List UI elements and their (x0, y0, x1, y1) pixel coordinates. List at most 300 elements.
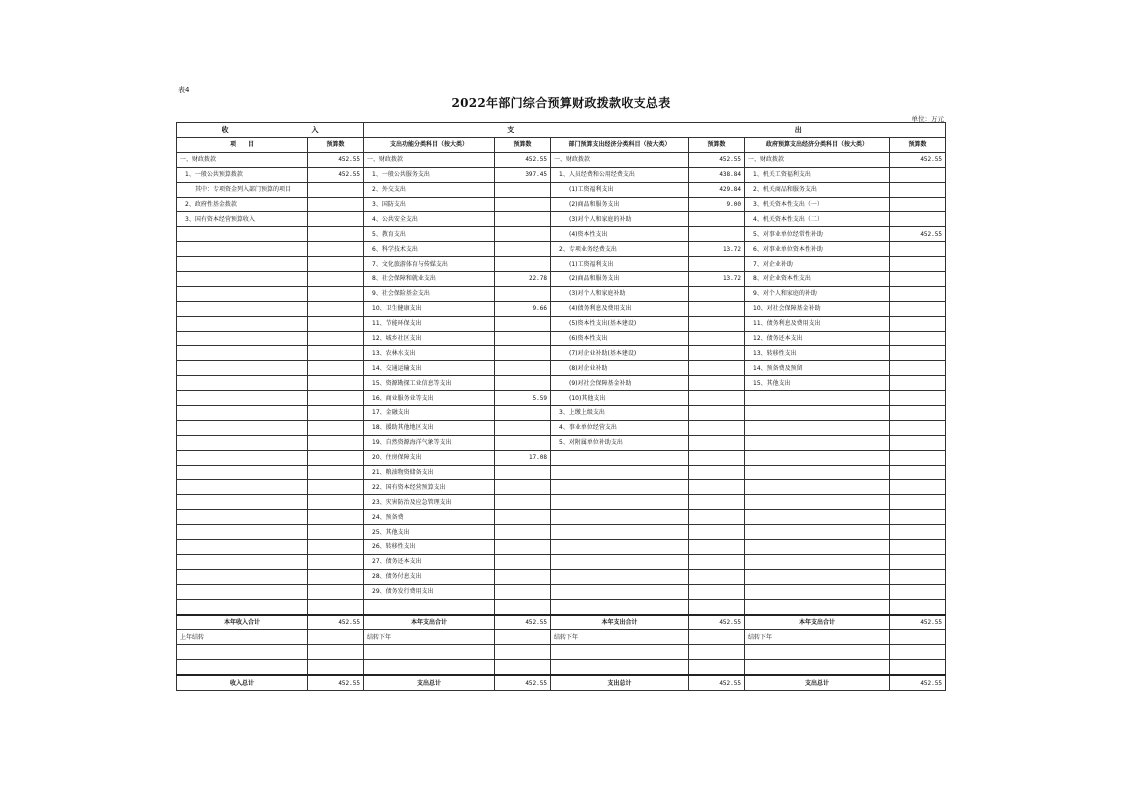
table-row (177, 286, 946, 301)
cell-gov-economic-amount (890, 420, 946, 435)
cell-income-amount (308, 599, 364, 614)
cell-functional-item: 11、节能环保支出 (364, 316, 495, 331)
cell-income-item (177, 376, 308, 391)
cell-income-amount (308, 257, 364, 272)
cell-gov-economic-amount (890, 525, 946, 540)
cell-income-item: 其中：专项资金列入部门预算的项目 (177, 182, 308, 197)
cell-dept-economic-item: (4)资本性支出 (551, 227, 689, 242)
cell-functional-amount (495, 331, 551, 346)
cell-dept-economic-amount (689, 599, 745, 614)
cell-gov-economic-item: 15、其他支出 (745, 376, 890, 391)
cell-income-item: 上年结转 (177, 630, 308, 645)
cell-income-amount (308, 495, 364, 510)
table-row (177, 525, 946, 540)
cell-dept-economic-amount (689, 331, 745, 346)
cell-gov-economic-item: 本年支出合计 (745, 615, 890, 630)
cell-dept-economic-amount (689, 525, 745, 540)
blank-row (177, 645, 946, 660)
cell-income-item (177, 227, 308, 242)
cell-gov-economic-item: 1、机关工资福利支出 (745, 167, 890, 182)
cell-functional-amount (495, 420, 551, 435)
blank-row (177, 660, 946, 675)
cell-functional-amount (495, 510, 551, 525)
cell-dept-economic-item: (1)工资福利支出 (551, 257, 689, 272)
cell-gov-economic-amount (890, 660, 946, 675)
cell-gov-economic-item (745, 525, 890, 540)
cell-gov-economic-item: 6、对事业单位资本性补助 (745, 242, 890, 257)
document-title: 2022年部门综合预算财政拨款收支总表 (451, 96, 671, 110)
cell-income-item (177, 406, 308, 421)
cell-dept-economic-amount (689, 420, 745, 435)
cell-income-amount: 452.55 (308, 615, 364, 630)
cell-functional-item: 17、金融支出 (364, 406, 495, 421)
cell-dept-economic-item: (3)对个人和家庭补助 (551, 286, 689, 301)
cell-functional-amount (495, 346, 551, 361)
cell-functional-amount (495, 495, 551, 510)
expense-group-header (364, 123, 946, 138)
cell-dept-economic-item: (6)资本性支出 (551, 331, 689, 346)
cell-gov-economic-amount (890, 480, 946, 495)
cell-functional-item: 6、科学技术支出 (364, 242, 495, 257)
cell-gov-economic-amount: 452.55 (890, 675, 946, 690)
table-row (177, 301, 946, 316)
cell-functional-amount (495, 316, 551, 331)
table-row (177, 346, 946, 361)
cell-income-amount (308, 465, 364, 480)
cell-gov-economic-amount (890, 331, 946, 346)
table-row (177, 480, 946, 495)
cell-income-amount: 452.55 (308, 152, 364, 167)
cell-gov-economic-amount (890, 510, 946, 525)
cell-functional-amount: 452.55 (495, 675, 551, 690)
cell-gov-economic-amount: 452.55 (890, 227, 946, 242)
cell-dept-economic-item (551, 510, 689, 525)
cell-gov-economic-item: 13、转移性支出 (745, 346, 890, 361)
budget-summary-table (176, 122, 946, 691)
cell-income-item (177, 540, 308, 555)
cell-income-amount (308, 391, 364, 406)
cell-functional-item: 27、债务还本支出 (364, 554, 495, 569)
cell-functional-amount (495, 554, 551, 569)
table-row (177, 182, 946, 197)
cell-dept-economic-item: (2)商品和服务支出 (551, 272, 689, 287)
cell-income-item (177, 420, 308, 435)
year-total-row (177, 615, 946, 630)
cell-dept-economic-item (551, 569, 689, 584)
cell-gov-economic-item: 8、对企业资本性支出 (745, 272, 890, 287)
cell-income-item (177, 361, 308, 376)
cell-dept-economic-amount (689, 376, 745, 391)
cell-income-amount (308, 376, 364, 391)
cell-dept-economic-item: 5、对附属单位补助支出 (551, 435, 689, 450)
table-row (177, 376, 946, 391)
cell-income-item (177, 346, 308, 361)
cell-dept-economic-amount (689, 301, 745, 316)
cell-gov-economic-amount (890, 645, 946, 660)
cell-dept-economic-amount: 452.55 (689, 615, 745, 630)
cell-income-amount (308, 346, 364, 361)
group-header-row (177, 123, 946, 138)
table-row (177, 272, 946, 287)
table-row (177, 152, 946, 167)
cell-functional-amount (495, 361, 551, 376)
cell-functional-amount (495, 182, 551, 197)
cell-dept-economic-item: (4)债务利息及费用支出 (551, 301, 689, 316)
cell-functional-amount (495, 630, 551, 645)
cell-gov-economic-amount (890, 197, 946, 212)
table-row (177, 540, 946, 555)
cell-functional-item: 结转下年 (364, 630, 495, 645)
cell-functional-amount (495, 435, 551, 450)
cell-gov-economic-amount (890, 554, 946, 569)
cell-income-item (177, 510, 308, 525)
cell-gov-economic-item (745, 406, 890, 421)
cell-dept-economic-item: 4、事业单位经营支出 (551, 420, 689, 435)
col-header-dept-economic: 部门预算支出经济分类科目（按大类） (551, 138, 689, 153)
cell-income-amount (308, 301, 364, 316)
cell-functional-item: 23、灾害防治及应急管理支出 (364, 495, 495, 510)
income-group-char-1: 收 (221, 125, 229, 134)
cell-dept-economic-amount (689, 450, 745, 465)
cell-functional-amount (495, 525, 551, 540)
cell-dept-economic-amount (689, 510, 745, 525)
cell-functional-item: 21、粮油物资储备支出 (364, 465, 495, 480)
cell-income-item (177, 465, 308, 480)
cell-income-amount (308, 182, 364, 197)
cell-functional-amount (495, 480, 551, 495)
cell-income-amount (308, 197, 364, 212)
cell-functional-amount (495, 540, 551, 555)
cell-gov-economic-amount (890, 212, 946, 227)
col-header-income-item: 项 目 (177, 138, 308, 153)
cell-functional-amount (495, 645, 551, 660)
cell-gov-economic-amount (890, 286, 946, 301)
table-row (177, 167, 946, 182)
cell-functional-item: 13、农林水支出 (364, 346, 495, 361)
cell-dept-economic-item: 1、人员经费和公用经费支出 (551, 167, 689, 182)
cell-dept-economic-amount (689, 257, 745, 272)
cell-dept-economic-item: (9)对社会保障基金补助 (551, 376, 689, 391)
cell-gov-economic-item: 一、财政拨款 (745, 152, 890, 167)
cell-gov-economic-amount (890, 272, 946, 287)
cell-functional-item: 9、社会保险基金支出 (364, 286, 495, 301)
cell-gov-economic-item: 10、对社会保障基金补助 (745, 301, 890, 316)
table-row (177, 361, 946, 376)
table-row (177, 599, 946, 614)
cell-dept-economic-amount (689, 286, 745, 301)
cell-gov-economic-amount (890, 584, 946, 599)
cell-functional-item: 15、资源勘探工业信息等支出 (364, 376, 495, 391)
cell-gov-economic-item: 12、债务还本支出 (745, 331, 890, 346)
cell-functional-amount (495, 406, 551, 421)
table-row (177, 465, 946, 480)
cell-income-item (177, 569, 308, 584)
cell-dept-economic-item (551, 525, 689, 540)
cell-dept-economic-item: (8)对企业补助 (551, 361, 689, 376)
cell-income-amount (308, 435, 364, 450)
cell-gov-economic-item: 11、债务利息及费用支出 (745, 316, 890, 331)
cell-income-item (177, 257, 308, 272)
cell-dept-economic-amount (689, 346, 745, 361)
cell-dept-economic-item (551, 480, 689, 495)
cell-gov-economic-amount (890, 569, 946, 584)
cell-dept-economic-amount (689, 584, 745, 599)
cell-functional-item: 3、国防支出 (364, 197, 495, 212)
cell-dept-economic-item (551, 540, 689, 555)
cell-dept-economic-item (551, 465, 689, 480)
cell-functional-amount (495, 599, 551, 614)
cell-functional-amount (495, 197, 551, 212)
table-row (177, 584, 946, 599)
cell-dept-economic-amount (689, 630, 745, 645)
cell-functional-amount (495, 212, 551, 227)
cell-gov-economic-amount: 452.55 (890, 615, 946, 630)
cell-gov-economic-item (745, 554, 890, 569)
cell-dept-economic-item: (1)工资福利支出 (551, 182, 689, 197)
cell-functional-item: 19、自然资源海洋气象等支出 (364, 435, 495, 450)
cell-gov-economic-amount (890, 450, 946, 465)
cell-dept-economic-amount (689, 495, 745, 510)
table-row (177, 510, 946, 525)
cell-income-item: 收入总计 (177, 675, 308, 690)
table-row (177, 450, 946, 465)
col-header-dept-economic-amount: 预算数 (689, 138, 745, 153)
cell-dept-economic-amount: 452.55 (689, 152, 745, 167)
table-row (177, 420, 946, 435)
cell-gov-economic-item (745, 584, 890, 599)
cell-functional-item: 16、商业服务业等支出 (364, 391, 495, 406)
cell-income-amount (308, 480, 364, 495)
cell-functional-amount: 5.59 (495, 391, 551, 406)
col-header-gov-economic: 政府预算支出经济分类科目（按大类） (745, 138, 890, 153)
cell-gov-economic-item (745, 480, 890, 495)
cell-dept-economic-amount (689, 227, 745, 242)
cell-income-item (177, 242, 308, 257)
cell-gov-economic-item: 3、机关资本性支出（一） (745, 197, 890, 212)
cell-income-amount: 452.55 (308, 675, 364, 690)
col-header-gov-economic-amount: 预算数 (890, 138, 946, 153)
cell-income-amount (308, 569, 364, 584)
cell-gov-economic-amount (890, 242, 946, 257)
cell-gov-economic-item: 14、预备费及预留 (745, 361, 890, 376)
table-row (177, 554, 946, 569)
cell-income-item (177, 599, 308, 614)
cell-income-amount (308, 212, 364, 227)
grand-total-row (177, 675, 946, 690)
cell-income-item (177, 331, 308, 346)
cell-functional-amount (495, 569, 551, 584)
cell-dept-economic-amount (689, 361, 745, 376)
cell-gov-economic-amount (890, 465, 946, 480)
cell-functional-amount (495, 227, 551, 242)
cell-gov-economic-item (745, 450, 890, 465)
cell-income-amount (308, 450, 364, 465)
cell-income-item (177, 316, 308, 331)
cell-income-amount (308, 361, 364, 376)
cell-gov-economic-item (745, 435, 890, 450)
table-row (177, 331, 946, 346)
cell-income-item (177, 645, 308, 660)
cell-functional-amount (495, 257, 551, 272)
cell-dept-economic-amount: 9.00 (689, 197, 745, 212)
cell-income-amount (308, 645, 364, 660)
cell-dept-economic-item: (7)对企业补助(基本建设) (551, 346, 689, 361)
carry-over-row (177, 630, 946, 645)
cell-dept-economic-item (551, 554, 689, 569)
cell-functional-item: 26、转移性支出 (364, 540, 495, 555)
cell-gov-economic-item: 7、对企业补助 (745, 257, 890, 272)
cell-gov-economic-amount (890, 540, 946, 555)
cell-dept-economic-item (551, 599, 689, 614)
col-header-functional-amount: 预算数 (495, 138, 551, 153)
cell-dept-economic-amount (689, 212, 745, 227)
cell-income-item (177, 480, 308, 495)
cell-dept-economic-item: 3、上缴上级支出 (551, 406, 689, 421)
cell-dept-economic-amount (689, 660, 745, 675)
col-header-income-amount: 预算数 (308, 138, 364, 153)
cell-dept-economic-amount (689, 645, 745, 660)
cell-functional-item: 5、教育支出 (364, 227, 495, 242)
table-row (177, 257, 946, 272)
cell-dept-economic-amount (689, 435, 745, 450)
cell-dept-economic-item: (5)资本性支出(基本建设) (551, 316, 689, 331)
table-row (177, 242, 946, 257)
cell-income-amount (308, 584, 364, 599)
cell-income-amount (308, 272, 364, 287)
table-row (177, 227, 946, 242)
cell-income-item (177, 435, 308, 450)
cell-dept-economic-item: 2、专项业务经费支出 (551, 242, 689, 257)
cell-functional-item (364, 599, 495, 614)
cell-gov-economic-item: 5、对事业单位经常性补助 (745, 227, 890, 242)
cell-functional-item: 20、住房保障支出 (364, 450, 495, 465)
cell-functional-item: 1、一般公共服务支出 (364, 167, 495, 182)
cell-income-item (177, 584, 308, 599)
cell-income-amount (308, 510, 364, 525)
cell-income-item (177, 301, 308, 316)
cell-income-item (177, 554, 308, 569)
cell-gov-economic-amount (890, 391, 946, 406)
table-row (177, 406, 946, 421)
cell-gov-economic-item (745, 510, 890, 525)
cell-income-item (177, 450, 308, 465)
table-row (177, 495, 946, 510)
cell-gov-economic-amount (890, 599, 946, 614)
cell-functional-amount: 17.08 (495, 450, 551, 465)
cell-dept-economic-item (551, 645, 689, 660)
cell-functional-item: 一、财政拨款 (364, 152, 495, 167)
cell-functional-item: 7、文化旅游体育与传媒支出 (364, 257, 495, 272)
table-row (177, 569, 946, 584)
cell-income-amount (308, 286, 364, 301)
cell-income-item: 1、一般公共预算拨款 (177, 167, 308, 182)
cell-dept-economic-amount: 452.55 (689, 675, 745, 690)
cell-gov-economic-item (745, 569, 890, 584)
cell-income-amount (308, 554, 364, 569)
cell-dept-economic-item: 结转下年 (551, 630, 689, 645)
cell-dept-economic-amount: 438.84 (689, 167, 745, 182)
cell-functional-item: 28、债务付息支出 (364, 569, 495, 584)
cell-dept-economic-item: (10)其他支出 (551, 391, 689, 406)
income-group-char-2: 入 (311, 125, 319, 134)
cell-income-item (177, 525, 308, 540)
cell-functional-amount: 452.55 (495, 615, 551, 630)
cell-dept-economic-amount: 13.72 (689, 242, 745, 257)
cell-functional-item (364, 660, 495, 675)
expense-group-char-2: 出 (794, 125, 802, 134)
cell-income-amount (308, 540, 364, 555)
table-row (177, 435, 946, 450)
cell-dept-economic-amount: 429.84 (689, 182, 745, 197)
cell-gov-economic-amount (890, 301, 946, 316)
cell-gov-economic-amount (890, 376, 946, 391)
cell-dept-economic-item: (3)对个人和家庭的补助 (551, 212, 689, 227)
cell-functional-amount (495, 242, 551, 257)
cell-dept-economic-amount (689, 554, 745, 569)
cell-dept-economic-item (551, 495, 689, 510)
cell-functional-amount: 22.78 (495, 272, 551, 287)
cell-income-item (177, 286, 308, 301)
cell-gov-economic-item: 2、机关商品和服务支出 (745, 182, 890, 197)
cell-gov-economic-amount (890, 167, 946, 182)
cell-functional-amount: 397.45 (495, 167, 551, 182)
cell-gov-economic-item (745, 465, 890, 480)
cell-dept-economic-item (551, 450, 689, 465)
cell-functional-item (364, 645, 495, 660)
cell-dept-economic-item (551, 660, 689, 675)
cell-dept-economic-amount (689, 316, 745, 331)
cell-gov-economic-item (745, 599, 890, 614)
cell-gov-economic-amount (890, 182, 946, 197)
cell-functional-item: 2、外交支出 (364, 182, 495, 197)
cell-income-amount (308, 420, 364, 435)
cell-dept-economic-amount: 13.72 (689, 272, 745, 287)
cell-dept-economic-amount (689, 465, 745, 480)
cell-income-amount (308, 406, 364, 421)
table-row (177, 316, 946, 331)
cell-functional-item: 29、债务发行费用支出 (364, 584, 495, 599)
cell-income-item: 本年收入合计 (177, 615, 308, 630)
cell-income-amount (308, 242, 364, 257)
cell-functional-item: 8、社会保障和就业支出 (364, 272, 495, 287)
cell-gov-economic-item: 支出总计 (745, 675, 890, 690)
cell-gov-economic-item (745, 391, 890, 406)
cell-dept-economic-amount (689, 480, 745, 495)
cell-functional-item: 12、城乡社区支出 (364, 331, 495, 346)
cell-functional-item: 18、援助其他地区支出 (364, 420, 495, 435)
cell-gov-economic-amount (890, 316, 946, 331)
cell-functional-item: 4、公共安全支出 (364, 212, 495, 227)
cell-income-item (177, 391, 308, 406)
cell-income-item (177, 495, 308, 510)
cell-income-amount (308, 660, 364, 675)
cell-gov-economic-item (745, 420, 890, 435)
cell-dept-economic-amount (689, 540, 745, 555)
cell-income-item: 一、财政拨款 (177, 152, 308, 167)
cell-functional-item: 支出总计 (364, 675, 495, 690)
cell-functional-item: 25、其他支出 (364, 525, 495, 540)
cell-gov-economic-amount (890, 406, 946, 421)
cell-income-item (177, 660, 308, 675)
cell-gov-economic-item (745, 645, 890, 660)
expense-group-char-1: 支 (507, 125, 515, 134)
cell-functional-amount: 452.55 (495, 152, 551, 167)
cell-functional-amount (495, 465, 551, 480)
cell-functional-amount (495, 660, 551, 675)
cell-dept-economic-item: 一、财政拨款 (551, 152, 689, 167)
cell-gov-economic-item: 结转下年 (745, 630, 890, 645)
cell-functional-amount (495, 286, 551, 301)
